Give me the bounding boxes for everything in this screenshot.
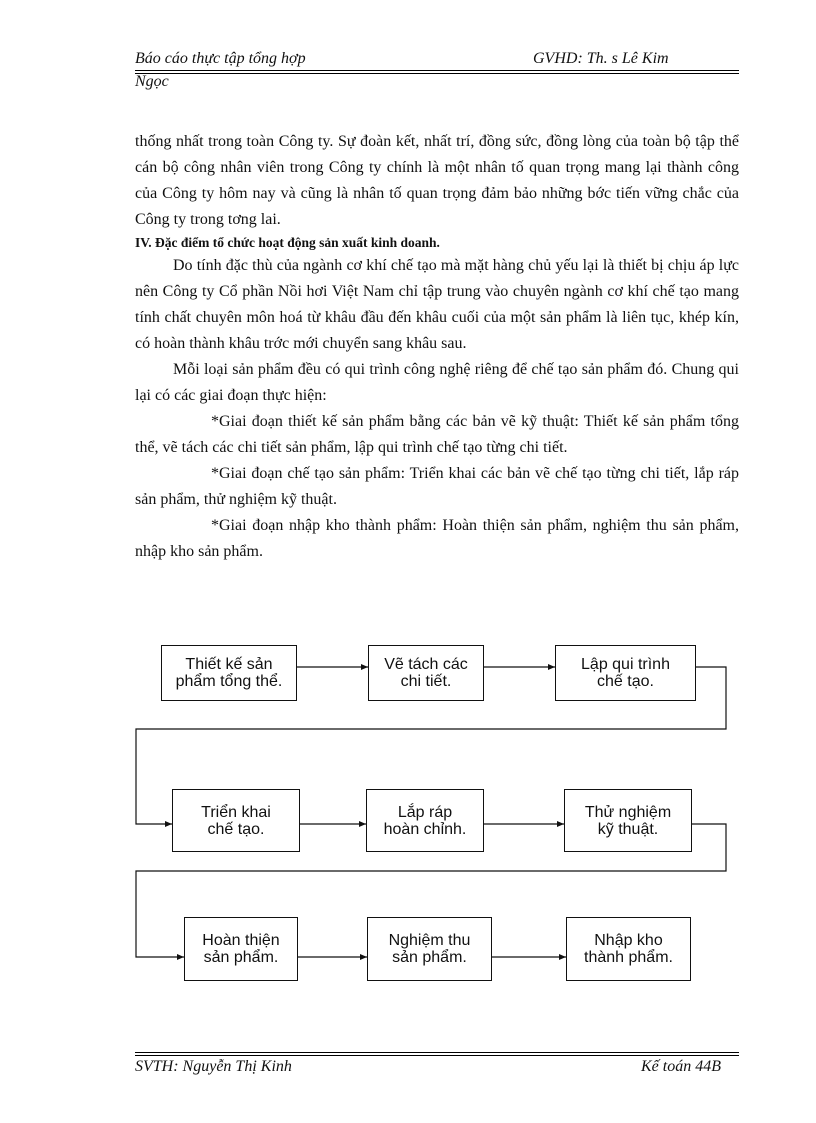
step-label-9: Nhập kho thành phẩm. [584,932,673,966]
step-box-8 [367,917,492,981]
step-box-5 [366,789,484,852]
footer-class: Kế toán 44B [641,1058,721,1075]
step-box-7 [184,917,298,981]
step-box-3 [555,645,696,701]
step-box-1 [161,645,297,701]
step-box-6 [564,789,692,852]
section-heading: IV. Đặc điểm tổ chức hoạt động sản xuất kinh doanh. [135,235,440,250]
step-label-6: Thử nghiệm kỹ thuật. [584,803,672,838]
footer-rule-thick [135,1055,739,1056]
paragraph-characteristics: Do tính đặc thù của ngành cơ khí chế tạo mà mặt hàng chủ yếu lại là thiết bị chịu áp lực nên Công ty Cổ phần Nồi hơi Việt Nam chỉ tập trung vào chuyên ngành cơ khí chế tạo mang tính chất chuyên môn hoá từ khâu đầu đến khâu cuối của một sản phẩm là liên tục, khép kín, có hoàn thành khâu trớc mới chuyển sang khâu sau. [135,257,739,352]
footer-student: SVTH: Nguyễn Thị Kinh [135,1058,292,1075]
paragraph-unity: thống nhất trong toàn Công ty. Sự đoàn kết, nhất trí, đồng sức, đồng lòng của toàn bộ tập thể cán bộ công nhân viên trong Công ty chính là một nhân tố quan trọng mang lại thành công của Công ty hôm nay và cũng là nhân tố quan trọng đảm bảo những bớc tiến vững chắc của Công ty trong tơng lai. [135,133,739,228]
paragraph-manufacturing-stage: *Giai đoạn chế tạo sản phẩm: Triển khai các bản vẽ chế tạo từng chi tiết, lắp ráp sản phẩm, thử nghiệm kỹ thuật. [135,465,739,508]
paragraph-process: Mỗi loại sản phẩm đều có qui trình công nghệ riêng để chế tạo sản phẩm đó. Chung qui lại có các giai đoạn thực hiện: [135,361,739,404]
step-label-7: Hoàn thiện sản phẩm. [202,932,280,966]
step-box-4 [172,789,300,852]
header-supervisor: GVHD: Th. s Lê Kim [533,50,669,67]
step-label-8: Nghiệm thu sản phẩm. [388,932,471,966]
step-label-1: Thiết kế sản phẩm tổng thể. [175,656,283,690]
step-label-2: Vẽ tách các chi tiết. [384,656,468,690]
step-label-4: Triển khai chế tạo. [201,803,271,838]
paragraph-design-stage: *Giai đoạn thiết kế sản phẩm bằng các bản vẽ kỹ thuật: Thiết kế sản phẩm tổng thể, vẽ tách các chi tiết sản phẩm, lập qui trình chế tạo từng chi tiết. [135,413,739,456]
step-label-5: Lắp ráp hoàn chỉnh. [383,803,467,838]
footer-rule-thin [135,1052,739,1053]
step-box-2 [368,645,484,701]
header-supervisor-continued: Ngọc [135,73,169,90]
step-label-3: Lập qui trình chế tạo. [581,656,670,690]
step-box-9 [566,917,691,981]
header-report-title: Báo cáo thực tập tổng hợp [135,50,306,67]
paragraph-warehouse-stage: *Giai đoạn nhập kho thành phẩm: Hoàn thiện sản phẩm, nghiệm thu sản phẩm, nhập kho sản phẩm. [135,517,739,560]
